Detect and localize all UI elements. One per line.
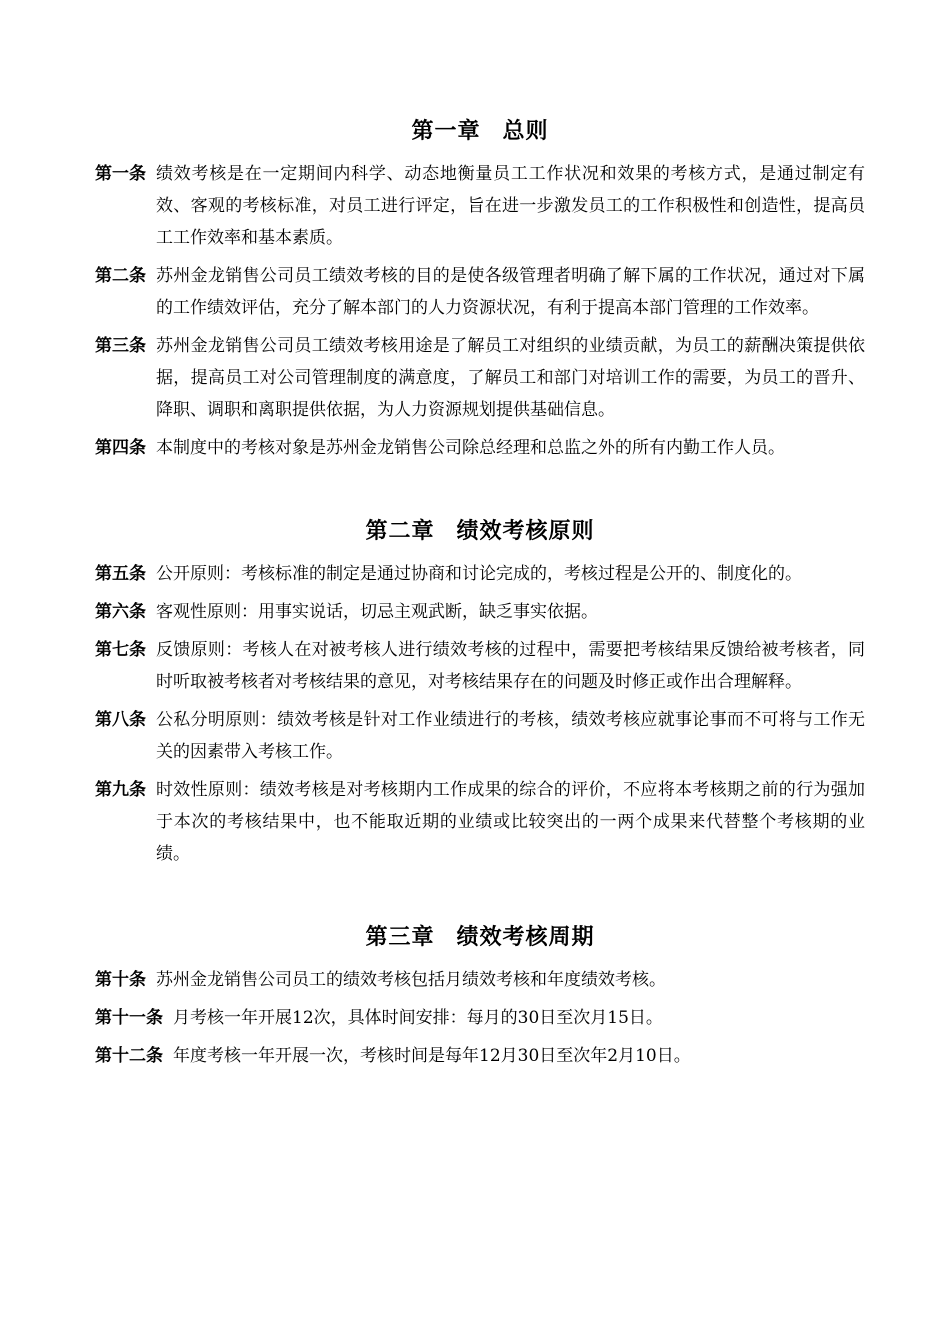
article-text: 苏州金龙销售公司员工的绩效考核包括月绩效考核和年度绩效考核。 bbox=[156, 970, 666, 990]
article-label: 第十一条 bbox=[95, 1008, 163, 1028]
article-text: 年度考核一年开展一次，考核时间是每年12月30日至次年2月10日。 bbox=[173, 1046, 691, 1066]
article bbox=[95, 558, 865, 590]
chapter-number: 第一章 bbox=[411, 119, 481, 144]
chapter-number: 第三章 bbox=[365, 925, 435, 950]
article-label: 第一条 bbox=[95, 164, 146, 184]
article-text: 反馈原则：考核人在对被考核人进行绩效考核的过程中，需要把考核结果反馈给被考核者，同时听取被考核者对考核结果的意见，对考核结果存在的问题及时修正或作出合理解释。 bbox=[156, 640, 865, 692]
article-text: 苏州金龙销售公司员工绩效考核的目的是使各级管理者明确了解下属的工作状况，通过对下属的工作绩效评估，充分了解本部门的人力资源状况，有利于提高本部门管理的工作效率。 bbox=[156, 266, 865, 318]
article-label: 第七条 bbox=[95, 640, 146, 660]
chapter-title bbox=[95, 918, 865, 958]
article-text: 本制度中的考核对象是苏州金龙销售公司除总经理和总监之外的所有内勤工作人员。 bbox=[156, 438, 785, 458]
chapter-name: 绩效考核原则 bbox=[456, 519, 595, 544]
chapter-1 bbox=[95, 112, 865, 464]
article bbox=[95, 1002, 865, 1034]
article-text: 时效性原则：绩效考核是对考核期内工作成果的综合的评价，不应将本考核期之前的行为强加于本次的考核结果中，也不能取近期的业绩或比较突出的一两个成果来代替整个考核期的业绩。 bbox=[156, 780, 865, 864]
chapter-name: 总则 bbox=[502, 119, 549, 144]
article-label: 第十二条 bbox=[95, 1046, 163, 1066]
article bbox=[95, 596, 865, 628]
article-text: 绩效考核是在一定期间内科学、动态地衡量员工工作状况和效果的考核方式，是通过制定有效、客观的考核标准，对员工进行评定，旨在进一步激发员工的工作积极性和创造性，提高员工工作效率和基本素质。 bbox=[156, 164, 865, 248]
spacer bbox=[95, 876, 865, 918]
spacer bbox=[95, 470, 865, 512]
chapter-number: 第二章 bbox=[365, 519, 435, 544]
article bbox=[95, 158, 865, 254]
article bbox=[95, 1040, 865, 1072]
article-text: 客观性原则：用事实说话，切忌主观武断，缺乏事实依据。 bbox=[156, 602, 598, 622]
article-label: 第九条 bbox=[95, 780, 146, 800]
article-label: 第十条 bbox=[95, 970, 146, 990]
article-text: 苏州金龙销售公司员工绩效考核用途是了解员工对组织的业绩贡献，为员工的薪酬决策提供依据，提高员工对公司管理制度的满意度，了解员工和部门对培训工作的需要，为员工的晋升、降职、调职和离职提供依据，为人力资源规划提供基础信息。 bbox=[156, 336, 865, 420]
document-page bbox=[95, 112, 865, 1078]
chapter-3 bbox=[95, 918, 865, 1072]
article-label: 第四条 bbox=[95, 438, 146, 458]
chapter-2 bbox=[95, 512, 865, 870]
article-label: 第三条 bbox=[95, 336, 146, 356]
article bbox=[95, 260, 865, 324]
article bbox=[95, 634, 865, 698]
article-label: 第二条 bbox=[95, 266, 146, 286]
article-label: 第六条 bbox=[95, 602, 146, 622]
article-text: 公开原则：考核标准的制定是通过协商和讨论完成的，考核过程是公开的、制度化的。 bbox=[156, 564, 802, 584]
article-label: 第八条 bbox=[95, 710, 146, 730]
article bbox=[95, 774, 865, 870]
chapter-name: 绩效考核周期 bbox=[456, 925, 595, 950]
article bbox=[95, 432, 865, 464]
article-label: 第五条 bbox=[95, 564, 146, 584]
article-text: 公私分明原则：绩效考核是针对工作业绩进行的考核，绩效考核应就事论事而不可将与工作无关的因素带入考核工作。 bbox=[156, 710, 865, 762]
article bbox=[95, 330, 865, 426]
chapter-title bbox=[95, 112, 865, 152]
article-text: 月考核一年开展12次，具体时间安排：每月的30日至次月15日。 bbox=[173, 1008, 663, 1028]
article bbox=[95, 704, 865, 768]
chapter-title bbox=[95, 512, 865, 552]
article bbox=[95, 964, 865, 996]
